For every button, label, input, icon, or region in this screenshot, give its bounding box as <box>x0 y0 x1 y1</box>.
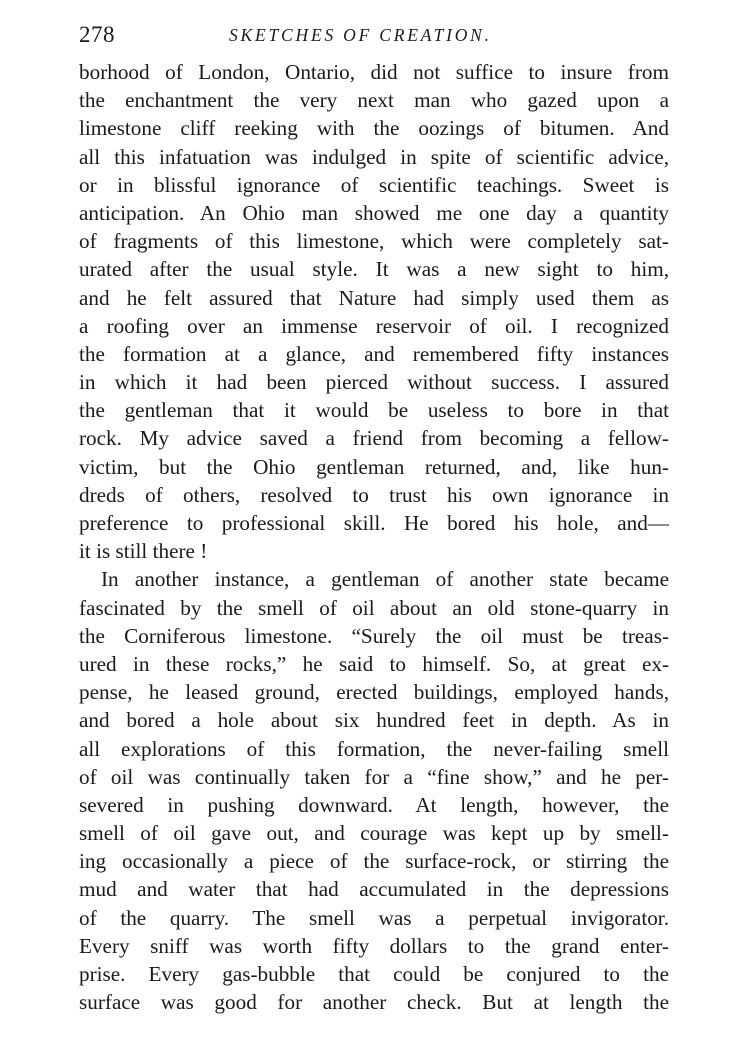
text-line: the enchantment the very next man who gazed upon a <box>79 88 669 113</box>
text-line: smell of oil gave out, and courage was kept up by smell- <box>79 821 669 846</box>
text-line: prise. Every gas-bubble that could be conjured to the <box>79 962 669 986</box>
text-line: all this infatuation was indulged in spite of scientific advice, <box>79 144 669 169</box>
text-line: dreds of others, resolved to trust his own ignorance in <box>79 482 669 507</box>
text-line: of fragments of this limestone, which were completely sat- <box>79 229 669 254</box>
text-line: the gentleman that it would be useless to bore in that <box>79 398 669 423</box>
paragraph-start-line: In another instance, a gentleman of another state became <box>101 567 669 592</box>
text-line: rock. My advice saved a friend from becoming a fellow- <box>79 426 669 451</box>
text-line: mud and water that had accumulated in the depressions <box>79 877 669 902</box>
text-line: borhood of London, Ontario, did not suffice to insure from <box>79 60 669 84</box>
text-line: all explorations of this formation, the never-failing smell <box>79 736 669 761</box>
text-line: of the quarry. The smell was a perpetual invigorator. <box>79 905 669 930</box>
running-head <box>79 18 669 52</box>
body-text <box>79 58 669 1016</box>
text-line: and bored a hole about six hundred feet in depth. As in <box>79 708 669 733</box>
text-line: of oil was continually taken for a “fine show,” and he per- <box>79 764 669 789</box>
text-line: in which it had been pierced without success. I assured <box>79 370 669 395</box>
text-line: ing occasionally a piece of the surface-rock, or stirring the <box>79 849 669 874</box>
text-line: fascinated by the smell of oil about an old stone-quarry in <box>79 595 669 620</box>
text-line: or in blissful ignorance of scientific teachings. Sweet is <box>79 172 669 197</box>
text-line: the formation at a glance, and remembered fifty instances <box>79 341 669 366</box>
text-line: Every sniff was worth fifty dollars to the grand enter- <box>79 933 669 958</box>
text-line: and he felt assured that Nature had simply used them as <box>79 285 669 310</box>
text-line: a roofing over an immense reservoir of oil. I recognized <box>79 313 669 338</box>
text-line: urated after the usual style. It was a new sight to him, <box>79 257 669 282</box>
text-line: anticipation. An Ohio man showed me one day a quantity <box>79 200 669 225</box>
text-line: the Corniferous limestone. “Surely the oil must be treas- <box>79 623 669 648</box>
text-line: victim, but the Ohio gentleman returned, and, like hun- <box>79 454 669 479</box>
text-line: limestone cliff reeking with the oozings of bitumen. And <box>79 116 669 141</box>
text-line: pense, he leased ground, erected buildings, employed hands, <box>79 680 669 705</box>
paragraph-end-line: it is still there ! <box>79 539 208 564</box>
text-line: severed in pushing downward. At length, however, the <box>79 792 669 817</box>
text-line: surface was good for another check. But at length the <box>79 990 669 1015</box>
running-title: SKETCHES OF CREATION. <box>229 25 492 45</box>
text-line: ured in these rocks,” he said to himself. So, at great ex- <box>79 651 669 676</box>
page-number: 278 <box>79 22 115 47</box>
text-line: preference to professional skill. He bored his hole, and— <box>79 511 669 535</box>
